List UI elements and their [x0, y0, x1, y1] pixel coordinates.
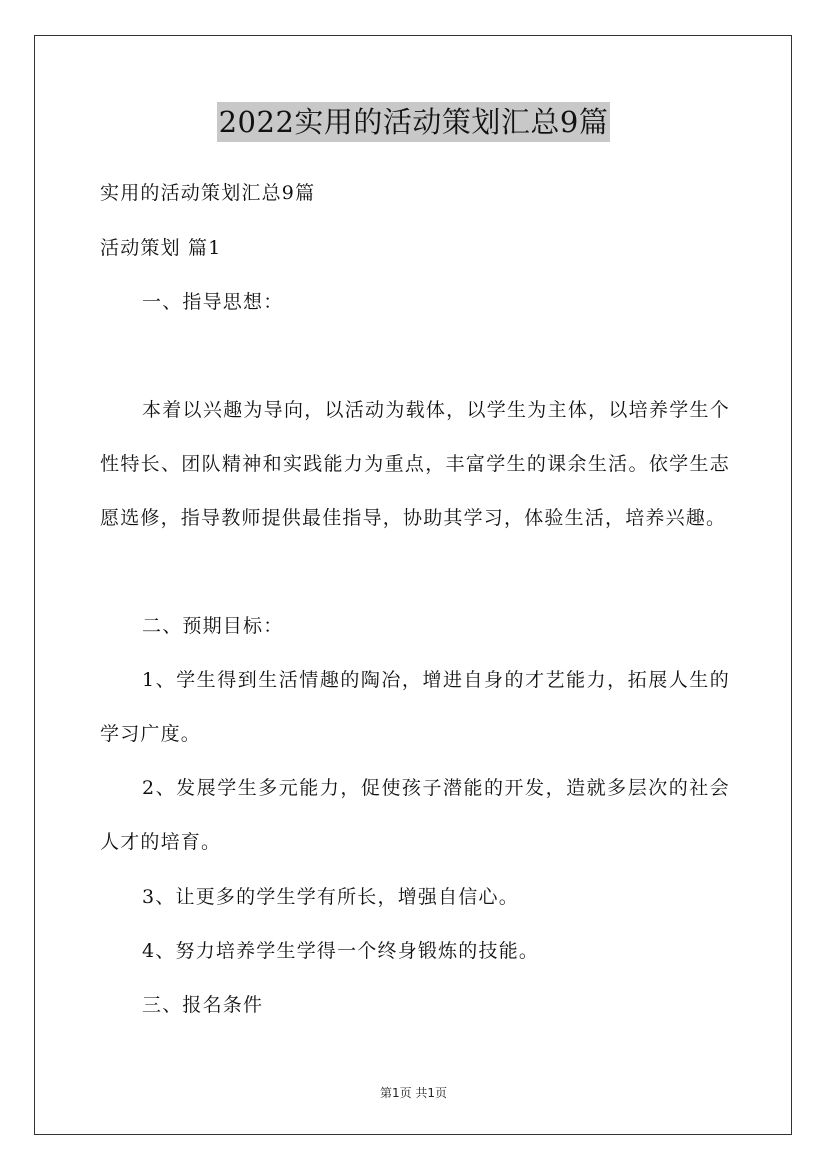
goal-item-2: 2、发展学生多元能力，促使孩子潜能的开发，造就多层次的社会人才的培育。 [100, 777, 730, 853]
document-title: 2022实用的活动策划汇总9篇 [217, 102, 611, 142]
guiding-paragraph: 本着以兴趣为导向，以活动为载体，以学生为主体，以培养学生个性特长、团队精神和实践能力为重点，丰富学生的课余生活。依学生志愿选修，指导教师提供最佳指导，协助其学习，体验生活，培养兴趣。 [100, 399, 730, 529]
goal-item-4: 4、努力培养学生学得一个终身锻炼的技能。 [142, 940, 540, 962]
section-heading: 活动策划 篇1 [100, 237, 222, 259]
page-number-footer: 第1页 共1页 [379, 1086, 448, 1100]
signup-heading: 三、报名条件 [142, 994, 264, 1016]
goal-item-1: 1、学生得到生活情趣的陶冶，增进自身的才艺能力，拓展人生的学习广度。 [100, 669, 730, 745]
guiding-heading: 一、指导思想： [142, 291, 284, 313]
document-subtitle: 实用的活动策划汇总9篇 [100, 182, 316, 204]
goal-item-3: 3、让更多的学生学有所长，增强自信心。 [142, 886, 519, 908]
title-container [0, 102, 827, 142]
goals-heading: 二、预期目标： [142, 615, 284, 637]
